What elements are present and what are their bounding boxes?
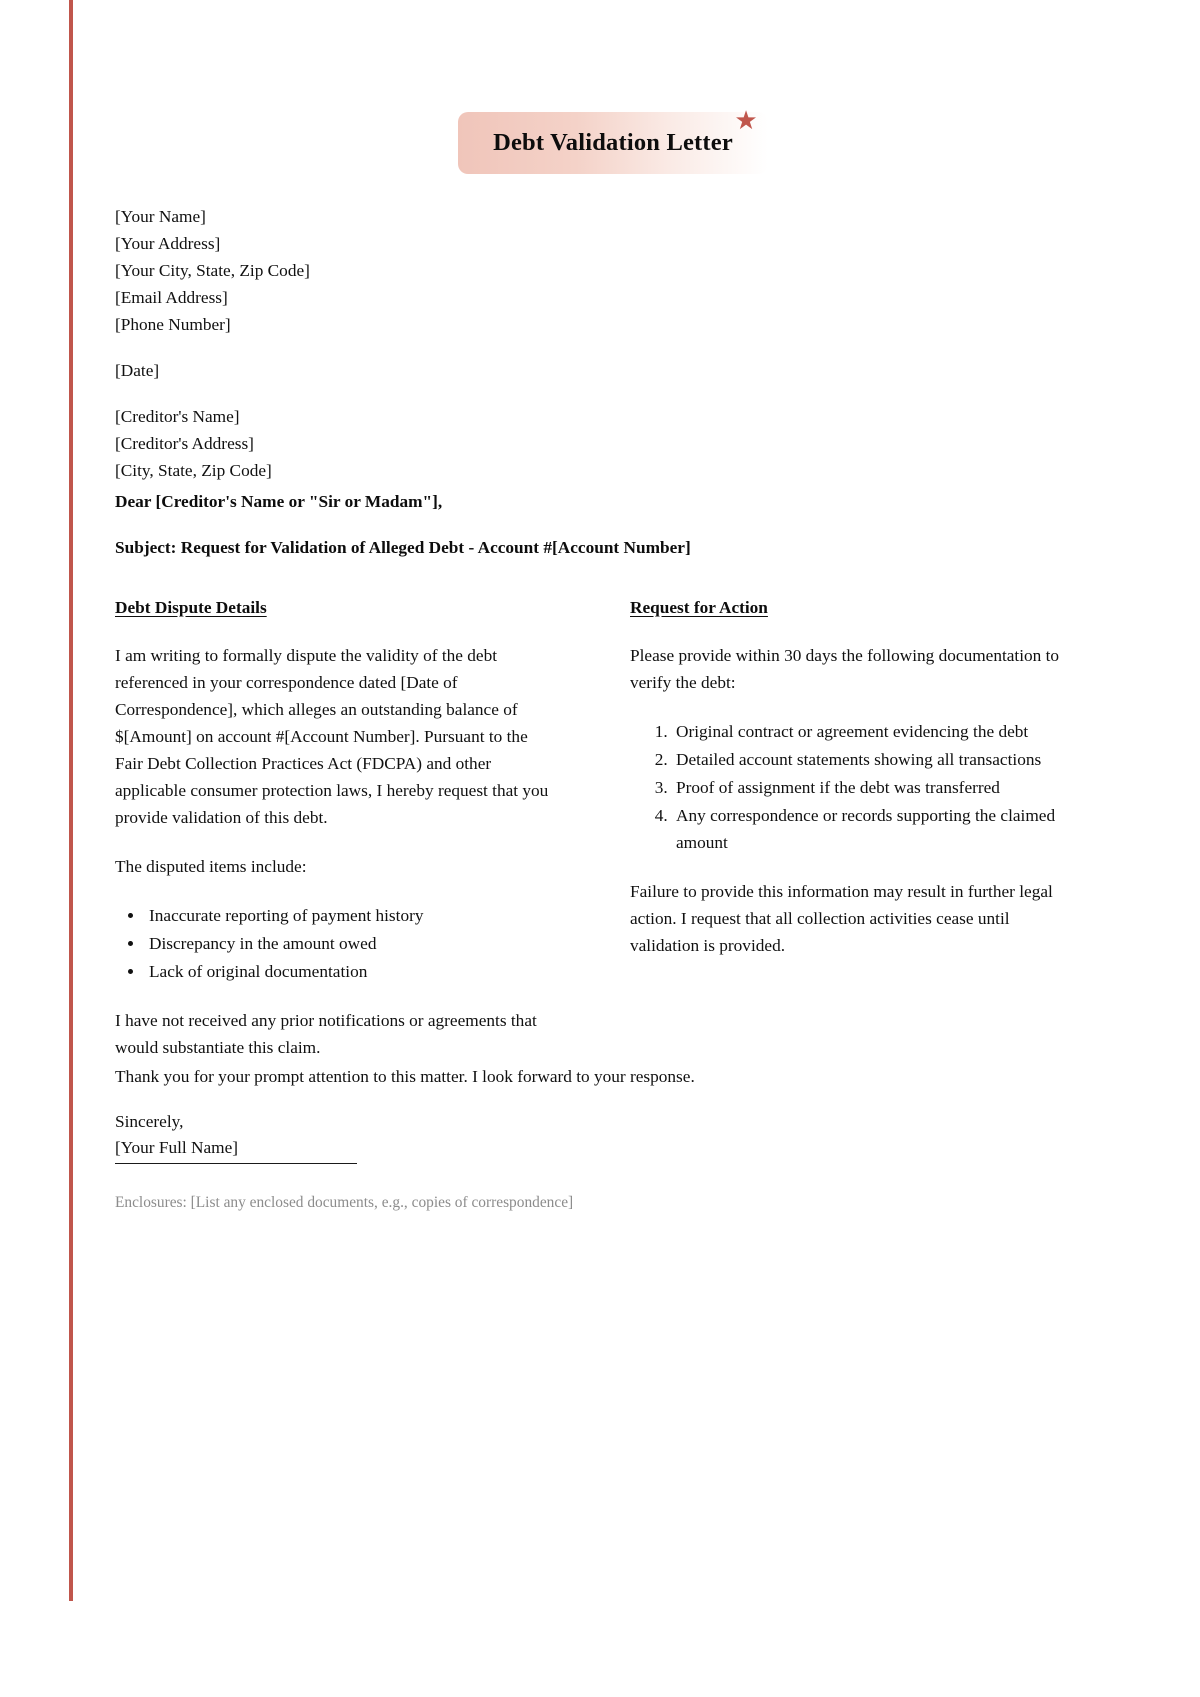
list-item: 1. Original contract or agreement evidencing the debt — [672, 718, 1065, 745]
closing-paragraph: Thank you for your prompt attention to this matter. I look forward to your response. — [115, 1067, 695, 1086]
title-row — [0, 112, 1200, 182]
left-paragraph-2: The disputed items include: — [115, 857, 307, 876]
two-column-body — [115, 598, 1065, 1083]
star-icon: ★ — [734, 106, 758, 135]
sender-line: [Your Name] — [115, 207, 206, 226]
sender-line: [Your City, State, Zip Code] — [115, 261, 310, 280]
subject-line: Subject: Request for Validation of Alleged Debt - Account #[Account Number] — [115, 538, 691, 557]
list-item: • Discrepancy in the amount owed — [145, 930, 550, 957]
date-block — [115, 357, 675, 384]
disputed-items-list — [115, 902, 550, 985]
left-paragraph-1: I am writing to formally dispute the validity of the debt referenced in your correspondence dated [Date of Correspondence], which alleges an outstanding balance of $[Amount] on account #[Account Number]. Pursuant to the Fair Debt Collection Practices Act (FDCPA) and other applicable consumer protection laws, I hereby request that you provide validation of this debt. — [115, 646, 549, 827]
list-item: • Inaccurate reporting of payment history — [145, 902, 550, 929]
sender-line: [Email Address] — [115, 288, 228, 307]
list-item: • Lack of original documentation — [145, 958, 550, 985]
recipient-address-block — [115, 403, 675, 484]
left-column — [115, 598, 550, 1083]
sender-line: [Your Address] — [115, 234, 221, 253]
right-column — [630, 598, 1065, 1083]
sender-line: [Phone Number] — [115, 315, 231, 334]
left-column-heading: Debt Dispute Details — [115, 598, 267, 617]
sender-address-block — [115, 203, 675, 338]
requested-documents-list — [630, 718, 1065, 856]
right-paragraph-2: Failure to provide this information may result in further legal action. I request that all collection activities cease until validation is provided. — [630, 882, 1053, 955]
list-item: 2. Detailed account statements showing all transactions — [672, 746, 1065, 773]
salutation: Dear [Creditor's Name or "Sir or Madam"], — [115, 492, 443, 511]
right-paragraph-1: Please provide within 30 days the following documentation to verify the debt: — [630, 646, 1060, 692]
enclosures-note: Enclosures: [List any enclosed documents, e.g., copies of correspondence] — [115, 1194, 574, 1211]
recipient-line: [City, State, Zip Code] — [115, 461, 272, 480]
list-item: 4. Any correspondence or records supporting the claimed amount — [672, 802, 1065, 856]
recipient-line: [Creditor's Name] — [115, 407, 240, 426]
signature-line: [Your Full Name] — [115, 1134, 357, 1164]
date-line: [Date] — [115, 361, 160, 380]
left-paragraph-3: I have not received any prior notifications or agreements that would substantiate this claim. — [115, 1011, 537, 1057]
list-item: 3. Proof of assignment if the debt was transferred — [672, 774, 1065, 801]
sign-off: Sincerely, — [115, 1112, 184, 1131]
right-column-heading: Request for Action — [630, 598, 768, 617]
recipient-line: [Creditor's Address] — [115, 434, 254, 453]
page-title: Debt Validation Letter — [493, 129, 733, 156]
